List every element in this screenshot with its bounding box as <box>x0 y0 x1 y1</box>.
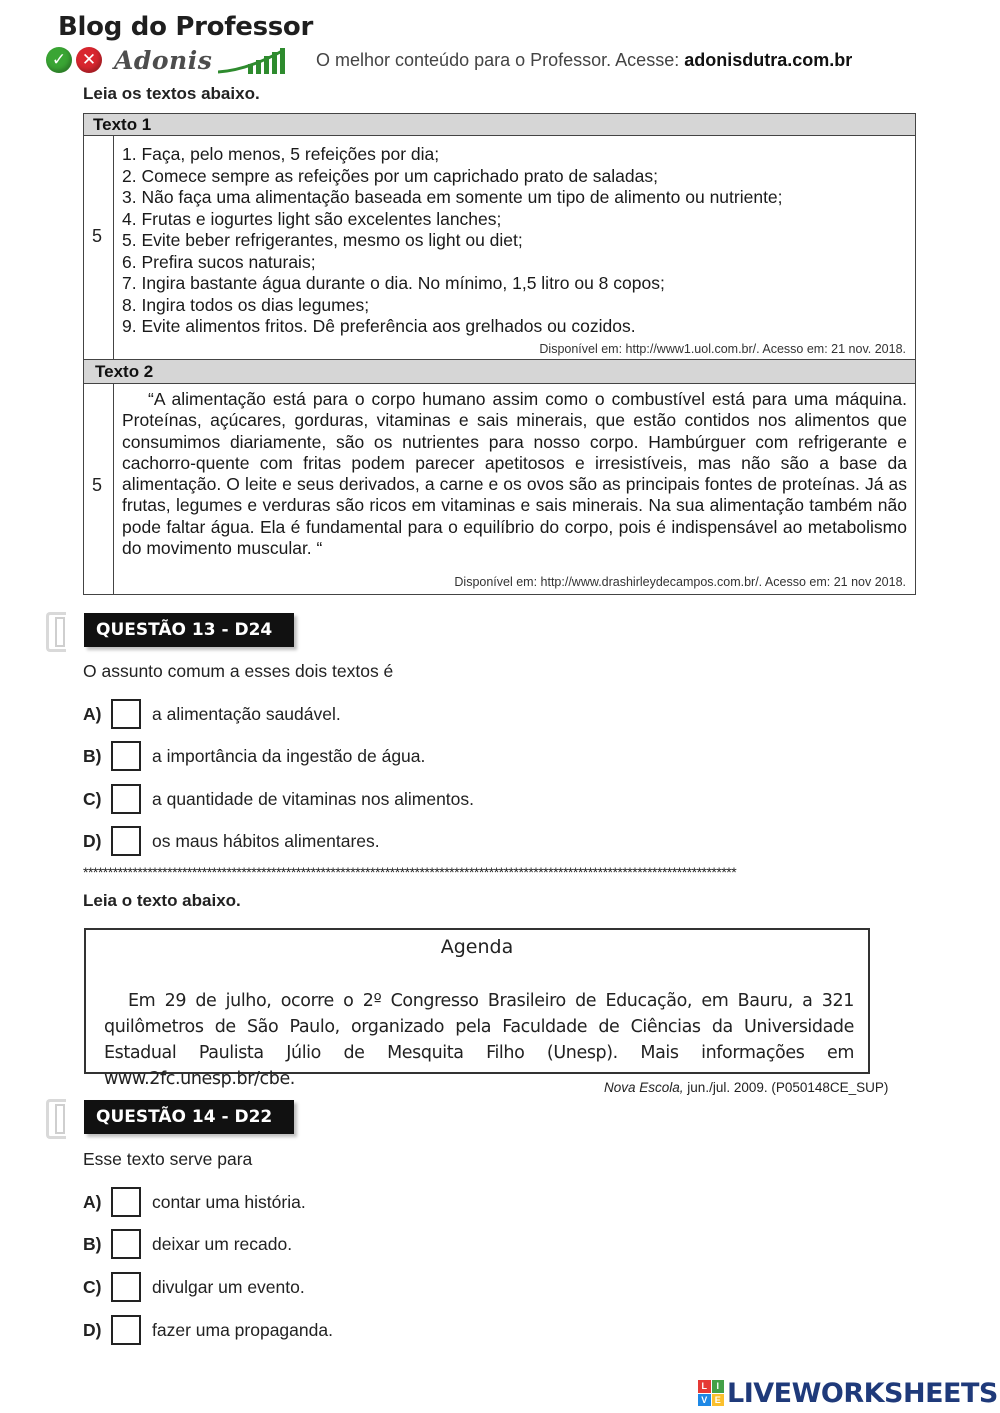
liveworksheets-logo-icon <box>698 1380 724 1406</box>
texto2-heading: Texto 2 <box>84 360 915 384</box>
blog-title: Blog do Professor <box>58 12 314 42</box>
q14-option-c <box>83 1272 305 1302</box>
q13-option-d <box>83 826 380 856</box>
separator-line: ************************************************************************************************************************************ <box>83 864 737 880</box>
q13-checkbox-c[interactable] <box>111 784 141 814</box>
line-number-divider <box>113 136 114 359</box>
check-icon: ✓ <box>46 47 72 73</box>
liveworksheets-brand <box>698 1377 998 1409</box>
q13-option-b <box>83 741 425 771</box>
q14-option-d <box>83 1315 333 1345</box>
q14-checkbox-a[interactable] <box>111 1187 141 1217</box>
texts-table <box>83 113 916 595</box>
option-letter: A) <box>83 703 102 724</box>
option-letter: C) <box>83 788 102 809</box>
texto1-item: 4. Frutas e iogurtes light são excelentes lanches; <box>122 208 502 229</box>
instruction-texts: Leia os textos abaixo. <box>83 84 260 103</box>
texto1-item: 3. Não faça uma alimentação baseada em somente um tipo de alimento ou nutriente; <box>122 187 783 207</box>
q14-checkbox-c[interactable] <box>111 1272 141 1302</box>
logo-tile: I <box>712 1380 725 1393</box>
signal-bars-icon <box>218 46 288 74</box>
close-icon: ✕ <box>76 47 102 73</box>
q14-option-a <box>83 1187 306 1217</box>
question-14-stem: Esse texto serve para <box>83 1149 253 1169</box>
question-14-label: QUESTÃO 14 - D22 <box>84 1100 294 1134</box>
tagline: O melhor conteúdo para o Professor. Acesse: adonisdutra.com.br <box>316 50 853 70</box>
option-letter: D) <box>83 830 102 851</box>
texto1-item: 2. Comece sempre as refeições por um caprichado prato de saladas; <box>122 165 658 186</box>
texto1-item: 6. Prefira sucos naturais; <box>122 251 316 272</box>
option-text: a alimentação saudável. <box>152 703 341 724</box>
texto1-item: 9. Evite alimentos fritos. Dê preferência aos grelhados ou cozidos. <box>122 316 636 336</box>
q14-checkbox-d[interactable] <box>111 1315 141 1345</box>
option-letter: B) <box>83 745 102 766</box>
logo-tile: V <box>698 1394 711 1407</box>
brand-logo <box>46 45 288 75</box>
q14-option-b <box>83 1229 292 1259</box>
option-text: os maus hábitos alimentares. <box>152 830 380 851</box>
texto1-item: 1. Faça, pelo menos, 5 refeições por dia; <box>122 144 440 164</box>
option-text: a quantidade de vitaminas nos alimentos. <box>152 788 475 809</box>
texto1-list <box>122 144 783 338</box>
question-tab-decoration <box>55 617 65 647</box>
q13-checkbox-d[interactable] <box>111 826 141 856</box>
option-letter: D) <box>83 1319 102 1340</box>
q13-checkbox-a[interactable] <box>111 699 141 729</box>
option-text: fazer uma propaganda. <box>152 1319 333 1340</box>
site-link[interactable]: adonisdutra.com.br <box>684 50 853 70</box>
agenda-title: Agenda <box>440 936 514 958</box>
q13-option-a <box>83 699 341 729</box>
texto1-heading: Texto 1 <box>84 114 915 136</box>
instruction-text: Leia o texto abaixo. <box>83 891 241 910</box>
logo-tile: E <box>712 1394 725 1407</box>
texto1-item: 5. Evite beber refrigerantes, mesmo os light ou diet; <box>122 230 523 250</box>
option-text: a importância da ingestão de água. <box>152 745 426 766</box>
texto1-item: 8. Ingira todos os dias legumes; <box>122 294 370 315</box>
line-number-divider <box>113 384 114 595</box>
question-13-label: QUESTÃO 13 - D24 <box>84 613 294 647</box>
texto2-body: “A alimentação está para o corpo humano assim como o combustível está para uma máquina. Proteínas, açúcares, gorduras, vitaminas e sais minerais, que estão contidos nos alimentos que consumimos diariamente, são os nutrientes para nosso corpo. Hambúrguer com refrigerante e cachorro-quente com fritas podem parecer apetitosos e irresistíveis, mas não são a base da alimentação. O leite e seus derivados, a carne e os ovos são as principais fontes de proteínas. Já as frutas, legumes e verduras são ricos em vitaminas e sais minerais. Na sua alimentação também não pode faltar água. Ela é fundamental para o equilíbrio do corpo, pois é indispensável ao metabolismo do movimento muscular. “ <box>122 389 907 559</box>
option-text: contar uma história. <box>152 1191 306 1212</box>
liveworksheets-text: LIVEWORKSHEETS <box>727 1377 998 1409</box>
texto1-item: 7. Ingira bastante água durante o dia. No mínimo, 1,5 litro ou 8 copos; <box>122 273 665 293</box>
brand-name: Adonis <box>114 45 213 75</box>
texto2-source: Disponível em: http://www.drashirleydecampos.com.br/. Acesso em: 21 nov 2018. <box>454 575 906 589</box>
option-letter: B) <box>83 1233 102 1254</box>
agenda-source: Nova Escola, jun./jul. 2009. (P050148CE_SUP) <box>604 1080 889 1095</box>
option-letter: A) <box>83 1191 102 1212</box>
question-13-stem: O assunto comum a esses dois textos é <box>83 661 394 681</box>
q13-checkbox-b[interactable] <box>111 741 141 771</box>
question-tab-decoration <box>55 1104 65 1134</box>
texto1-line-number: 5 <box>92 226 103 246</box>
logo-tile: L <box>698 1380 711 1393</box>
q14-checkbox-b[interactable] <box>111 1229 141 1259</box>
agenda-body: Em 29 de julho, ocorre o 2º Congresso Brasileiro de Educação, em Bauru, a 321 quilômetros de São Paulo, organizado pela Faculdade de Ciências da Universidade Estadual Paulista Júlio de Mesquita Filho (Unesp). Mais informações em www.2fc.unesp.br/cbe. <box>104 991 854 1089</box>
option-text: divulgar um evento. <box>152 1276 305 1297</box>
option-letter: C) <box>83 1276 102 1297</box>
texto2-line-number: 5 <box>92 475 103 495</box>
option-text: deixar um recado. <box>152 1233 293 1254</box>
q13-option-c <box>83 784 474 814</box>
texto1-source: Disponível em: http://www1.uol.com.br/. Acesso em: 21 nov. 2018. <box>539 342 906 356</box>
